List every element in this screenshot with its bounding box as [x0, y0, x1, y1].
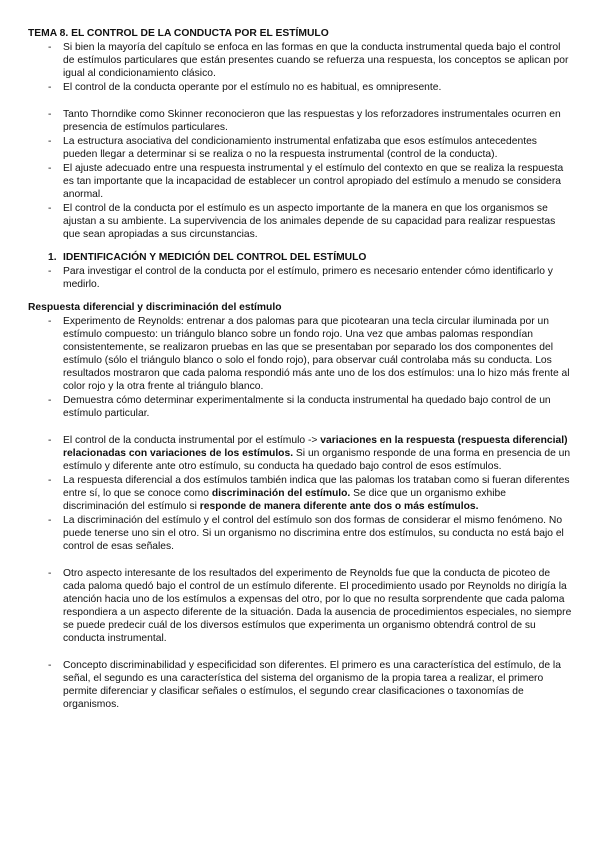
spacer — [28, 95, 572, 108]
chapter-title: TEMA 8. EL CONTROL DE LA CONDUCTA POR EL ESTÍMULO — [28, 28, 329, 39]
section-number: 1. — [48, 252, 57, 263]
text-run: Se dice que un organismo exhibe discriminación del estímulo si — [63, 488, 507, 512]
text-run: El control de la conducta instrumental por el estímulo -> — [63, 435, 321, 446]
list-item: - Concepto discriminabilidad y especificidad son diferentes. El primero es una característica del estímulo, de la señal, el segundo es una característica del sistema del organismo de la propia tarea a realizar, el primero permite diferenciar y clasificar señales o estímulos, el segundo crear clasificaciones o taxonomías de organismos. — [28, 659, 572, 711]
list-item: - El ajuste adecuado entre una respuesta instrumental y el estímulo del contexto en que se realiza la respuesta es tan importante que la incapacidad de establecer un control apropiado del estímulo a menudo se considera anormal. — [28, 162, 572, 201]
section-title: IDENTIFICACIÓN Y MEDICIÓN DEL CONTROL DEL ESTÍMULO — [63, 252, 367, 263]
bold-run: responde de manera diferente ante dos o más estímulos. — [199, 501, 479, 512]
spacer — [28, 646, 572, 659]
subsection-heading: Respuesta diferencial y discriminación del estímulo — [28, 302, 282, 313]
list-item: - Para investigar el control de la conducta por el estímulo, primero es necesario entender cómo identificarlo y medirlo. — [28, 265, 572, 291]
reynolds-notes-list — [28, 567, 572, 645]
list-item: - Si bien la mayoría del capítulo se enfoca en las formas en que la conducta instrumental queda bajo el control de estímulos particulares que están presentes cuando se refuerza una respuesta, los conceptos se aplican por igual al condicionamiento clásico. — [28, 41, 572, 80]
list-item: - Tanto Thorndike como Skinner reconocieron que las respuestas y los reforzadores instrumentales ocurren en presencia de estímulos particulares. — [28, 108, 572, 134]
intro-list — [28, 41, 572, 94]
list-item — [28, 434, 572, 473]
control-list — [28, 434, 572, 553]
spacer — [28, 421, 572, 434]
bold-run: discriminación del estímulo. — [211, 488, 351, 499]
context-list — [28, 108, 572, 241]
spacer — [28, 554, 572, 567]
list-item: - Otro aspecto interesante de los resultados del experimento de Reynolds fue que la conducta de picoteo de cada paloma quedó bajo el control de un estímulo diferente. El procedimiento usado por Reynolds no dirigía la atención hacia uno de los estímulos a expensas del otro, por lo que no resulta sorprendente que cada paloma respondiera a un aspecto diferente de la situación. Dada la ausencia de procedimientos especiales, no siempre se puede predecir cuál de los diversos estímulos que experimenta un organismo obtendrá control de su conducta instrumental. — [28, 567, 572, 645]
text-run: Si un organismo responde de una forma en presencia de un estímulo y diferente ante otro estímulo, su conducta ha quedado bajo control de esos estímulos. — [63, 448, 571, 472]
list-item: - La estructura asociativa del condicionamiento instrumental enfatizaba que esos estímulos antecedentes pueden llegar a determinar si se realiza o no la respuesta instrumental (control de la conducta). — [28, 135, 572, 161]
bold-run: variaciones en la respuesta (respuesta diferencial) relacionadas con variaciones de los estímulos. — [63, 435, 568, 459]
list-item: - Demuestra cómo determinar experimentalmente si la conducta instrumental ha quedado bajo control de un estímulo particular. — [28, 394, 572, 420]
concepts-list — [28, 659, 572, 711]
list-item — [28, 474, 572, 513]
list-item: - Experimento de Reynolds: entrenar a dos palomas para que picotearan una tecla circular iluminada por un estímulo compuesto: un triángulo blanco sobre un fondo rojo. Una vez que ambas palomas respondían consistentemente, se realizaron pruebas en las que se presentaban por separado los dos componentes del estímulo (sólo el triángulo blanco o solo el fondo rojo), para observar cuál controlaba más su conducta. Los resultados mostraron que cada paloma respondió más ante uno de los dos estímulos: una lo hizo más frente al color rojo y la otra frente al triángulo blanco. — [28, 315, 572, 393]
section-heading — [28, 251, 572, 264]
text-run: La respuesta diferencial a dos estímulos también indica que las palomas los trataban como si fueran diferentes entre sí, lo que se conoce como — [63, 475, 570, 499]
list-item: - La discriminación del estímulo y el control del estímulo son dos formas de considerar el mismo fenómeno. No puede tenerse uno sin el otro. Si un organismo no discrimina entre dos estímulos, su conducta no está bajo el control de esas señales. — [28, 514, 572, 553]
section-list — [28, 265, 572, 291]
list-item: - El control de la conducta operante por el estímulo no es habitual, es omnipresente. — [28, 81, 572, 94]
reynolds-list — [28, 315, 572, 420]
list-item: - El control de la conducta por el estímulo es un aspecto importante de la manera en que los organismos se ajustan a su ambiente. La supervivencia de los animales depende de su capacidad para realizar respuestas que sean apropiadas a sus circunstancias. — [28, 202, 572, 241]
